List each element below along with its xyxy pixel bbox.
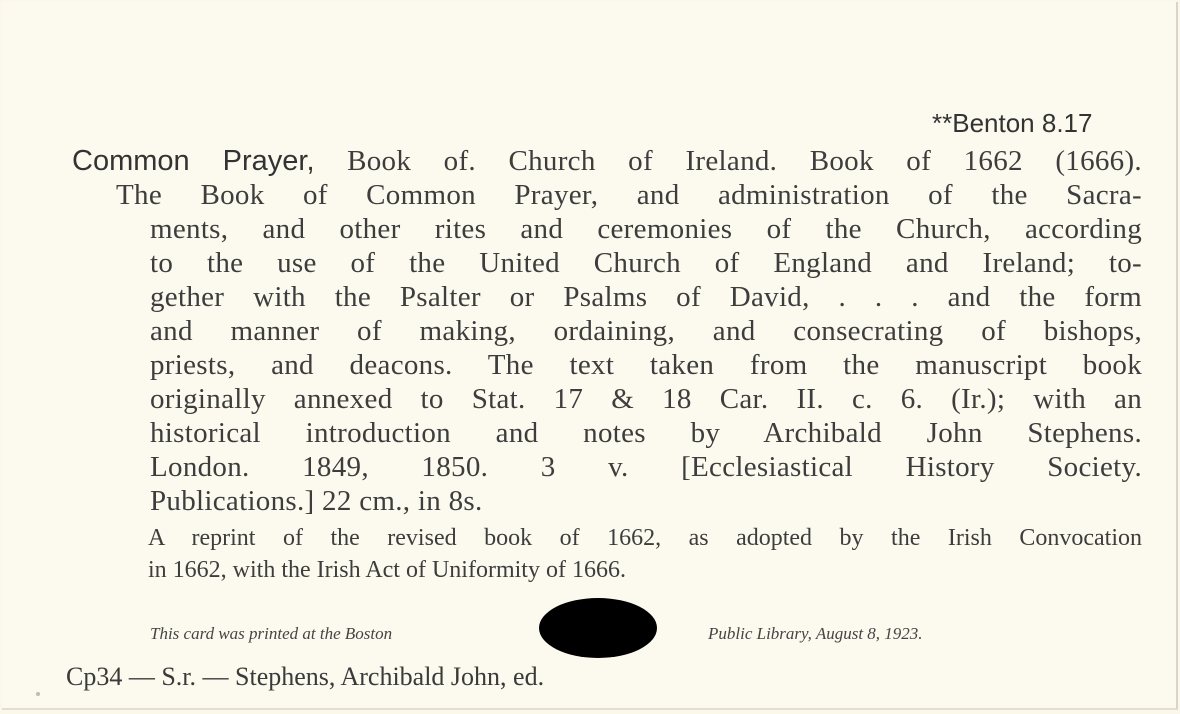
body-line: originally annexed to Stat. 17 & 18 Car. II. c. 6. (Ir.); with an	[150, 383, 1142, 415]
body-line: and manner of making, ordaining, and consecrating of bishops,	[150, 315, 1142, 347]
body-line: The Book of Common Prayer, and administration of the Sacra-	[116, 179, 1142, 211]
body-line: ments, and other rites and ceremonies of the Church, according	[150, 213, 1142, 245]
tracing-line: Cp34 — S.r. — Stephens, Archibald John, ed.	[66, 662, 545, 691]
paper-speck	[36, 692, 40, 696]
entry-rest: Book of. Church of Ireland. Book of 1662 (1666).	[314, 145, 1142, 177]
printer-right: Public Library, August 8, 1923.	[708, 624, 923, 643]
ink-blot-redaction	[539, 598, 657, 658]
body-line: London. 1849, 1850. 3 v. [Ecclesiastical History Society.	[150, 451, 1142, 483]
body-line: gether with the Psalter or Psalms of David, . . . and the form	[150, 281, 1142, 313]
printer-left: This card was printed at the Boston	[150, 624, 393, 643]
call-number: **Benton 8.17	[932, 108, 1093, 138]
note-line: A reprint of the revised book of 1662, as adopted by the Irish Convocation	[148, 525, 1142, 551]
body-line: priests, and deacons. The text taken from the manuscript book	[150, 349, 1142, 381]
heading-line	[72, 144, 1142, 178]
main-entry: Common Prayer,	[72, 145, 315, 177]
body-line: Publications.] 22 cm., in 8s.	[150, 485, 483, 517]
body-line: historical introduction and notes by Archibald John Stephens.	[150, 417, 1142, 449]
catalog-card	[2, 2, 1178, 710]
card-note	[148, 522, 1142, 586]
card-body	[72, 144, 1142, 518]
note-line: in 1662, with the Irish Act of Uniformity of 1666.	[148, 557, 626, 583]
body-line: to the use of the United Church of England and Ireland; to-	[150, 247, 1142, 279]
